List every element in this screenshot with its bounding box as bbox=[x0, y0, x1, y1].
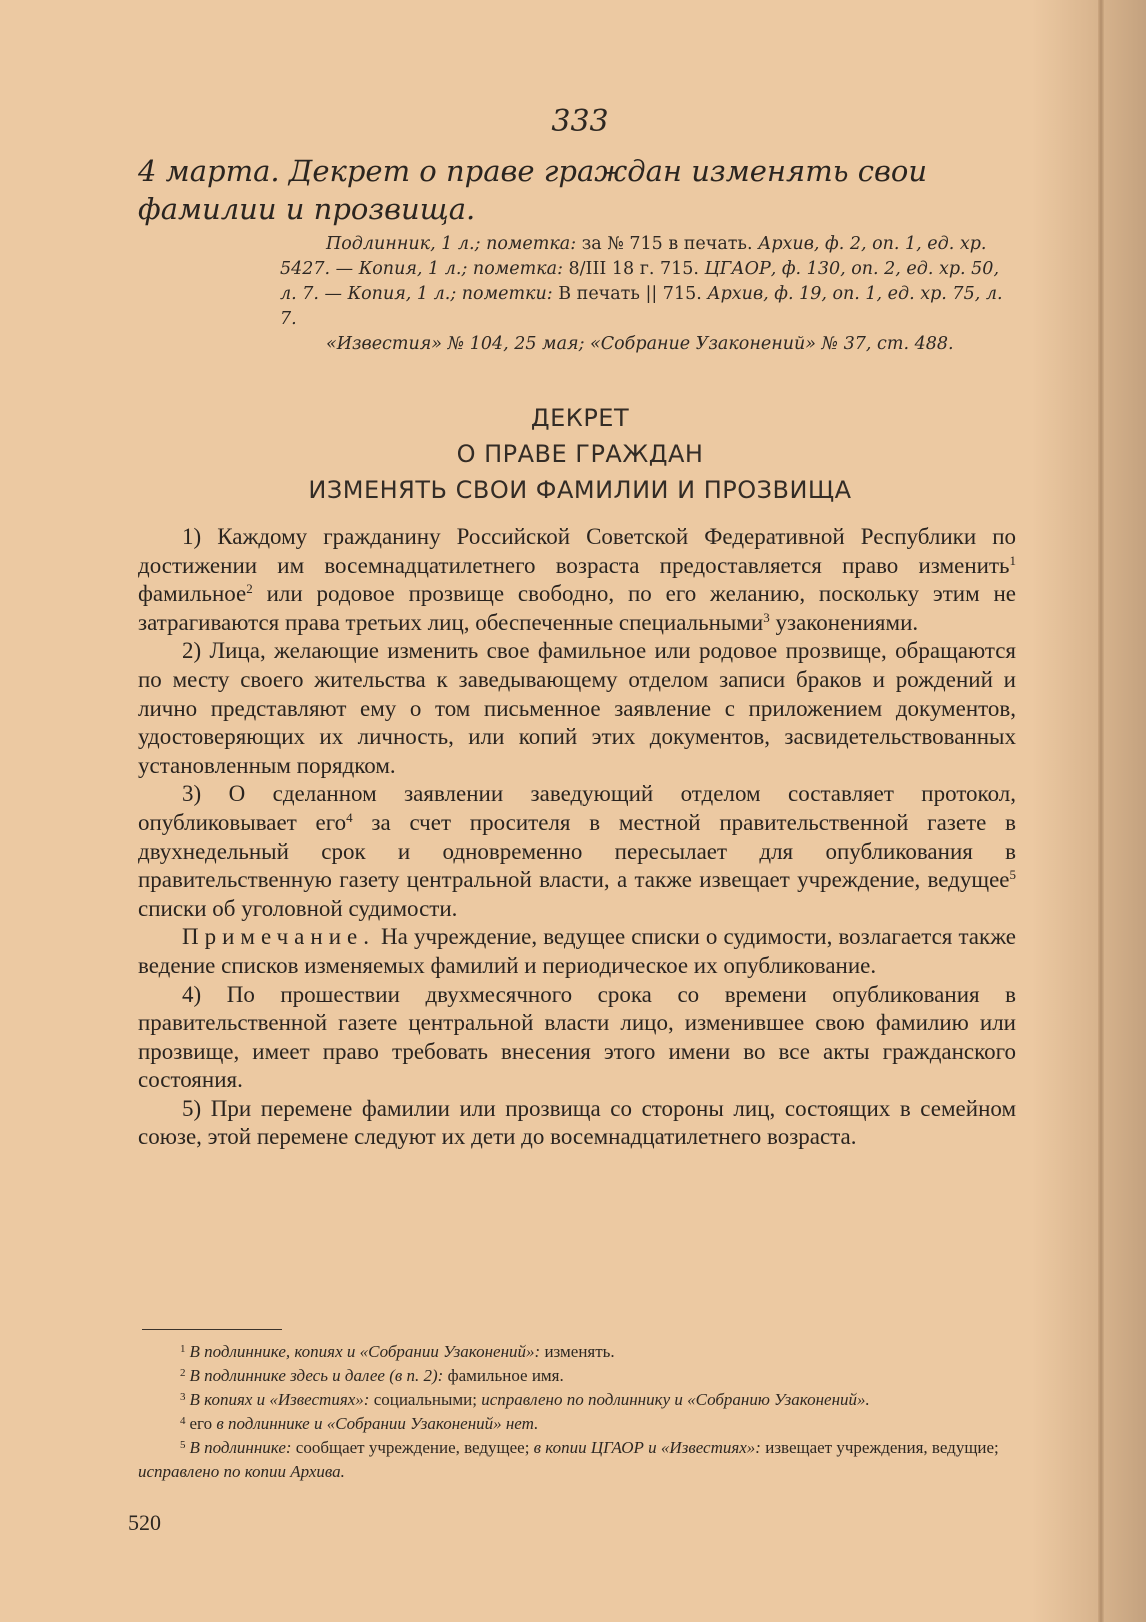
source-text-3: В печать || 715. bbox=[552, 284, 708, 304]
decree-title-line-1: ДЕКРЕТ bbox=[530, 404, 630, 432]
footnote-1 bbox=[138, 1340, 1016, 1364]
note-label: Примечание. bbox=[182, 924, 375, 950]
paragraph-3-text-a: 3) О сделанном заявлении заведующий отделом составляет протокол, опубликовывает его bbox=[138, 781, 1016, 835]
source-archive: Архив, ф. 2, оп. 1, ед. хр. 5427. — Копия, 1 л.; пометка: bbox=[280, 234, 987, 279]
footnote-4-italic: в подлиннике и «Собрании Узаконений» нет. bbox=[216, 1414, 539, 1433]
paragraph-2: 2) Лица, желающие изменить свое фамильное или родовое прозвище, обращаются по месту своего жительства к заведывающему отделом записи браков и рождений и лично представляют ему о том письменное заявление с приложением документов, удостоверяющих их личность, или копий этих документов, засвидетельствованных установленным порядком. bbox=[138, 638, 1016, 778]
footnote-5-text: сообщает учреждение, ведущее; bbox=[291, 1438, 534, 1457]
paragraph-1-text-c: или родовое прозвище свободно, по его желанию, поскольку этим не затрагиваются права третьих лиц, обеспеченные специальными bbox=[138, 581, 1016, 635]
footnote-4 bbox=[138, 1412, 1016, 1436]
source-note-archival bbox=[280, 232, 1016, 332]
footnote-5-number: 5 bbox=[180, 1439, 186, 1451]
paragraph-4: 4) По прошествии двухмесячного срока со времени опубликования в правительственной газете центральной власти лицо, изменившее свою фамилию или прозвище, имеет право требовать внесения этого имени во все акты гражданского состояния. bbox=[138, 981, 1016, 1093]
page-fold-shadow bbox=[1098, 0, 1104, 1622]
footnote-2 bbox=[138, 1364, 1016, 1388]
source-note-publication: «Известия» № 104, 25 мая; «Собрание Узаконений» № 37, ст. 488. bbox=[326, 334, 954, 354]
footnote-ref-2: 2 bbox=[246, 581, 253, 597]
footnote-2-number: 2 bbox=[180, 1367, 186, 1379]
source-cgaor: ЦГАОР, ф. 130, оп. 2, ед. хр. 50, л. 7. — Копия, 1 л.; пометки: bbox=[280, 259, 1000, 304]
footnote-5-italic: В подлиннике: bbox=[189, 1438, 292, 1457]
source-text-2: 8/III 18 г. 715. bbox=[562, 259, 705, 279]
footnote-1-number: 1 bbox=[180, 1343, 186, 1355]
paragraph-3-text-b: за счет просителя в местной правительственной газете в двухнедельный срок и одновременно пересылает для опубликования в правительственную газету центральной власти, а также извещает учреждение, ведущее bbox=[138, 809, 1016, 893]
footnote-3-italic-2: исправлено по подлиннику и «Собранию Узаконений». bbox=[481, 1390, 870, 1409]
note-text: На учреждение, ведущее списки о судимости, возлагается также ведение списков изменяемых фамилий и периодическое их опубликование. bbox=[138, 924, 1016, 978]
footnote-5-italic-2: в копии ЦГАОР и «Известиях»: bbox=[533, 1438, 761, 1457]
footnote-ref-1: 1 bbox=[1009, 552, 1016, 568]
note-paragraph bbox=[138, 923, 1016, 980]
decree-body bbox=[138, 523, 1016, 1152]
paragraph-3-text-c: списки об уголовной судимости. bbox=[138, 895, 458, 921]
paragraph-5: 5) При перемене фамилии или прозвища со стороны лиц, состоящих в семейном союзе, этой перемене следуют их дети до восемнадцатилетнего возраста. bbox=[138, 1095, 1016, 1150]
paragraph-3 bbox=[138, 780, 1016, 923]
footnote-ref-3: 3 bbox=[763, 609, 770, 625]
footnote-3 bbox=[138, 1388, 1016, 1412]
footnote-ref-4: 4 bbox=[346, 809, 353, 825]
footnote-divider bbox=[142, 1329, 282, 1330]
paragraph-1-text-b: фамильное bbox=[138, 581, 247, 607]
footnote-5-text-2: извещает учреждения, ведущие; bbox=[760, 1438, 999, 1457]
footnote-3-italic: В копиях и «Известиях»: bbox=[189, 1390, 370, 1409]
source-archive-2: Архив, ф. 19, оп. 1, ед. хр. 75, л. 7. bbox=[280, 284, 1003, 329]
footnote-3-number: 3 bbox=[180, 1391, 186, 1403]
footnote-ref-5: 5 bbox=[1009, 867, 1016, 883]
document-heading: 4 марта. Декрет о праве граждан изменять свои фамилии и прозвища. bbox=[138, 154, 927, 226]
page-number: 520 bbox=[128, 1510, 161, 1535]
decree-title-line-3: ИЗМЕНЯТЬ СВОИ ФАМИЛИИ И ПРОЗВИЩА bbox=[308, 476, 852, 504]
footnote-4-text: его bbox=[189, 1414, 217, 1433]
source-note bbox=[280, 232, 1016, 357]
decree-title bbox=[0, 400, 1146, 508]
footnote-2-italic: В подлиннике здесь и далее (в п. 2): bbox=[189, 1366, 444, 1385]
source-label: Подлинник, 1 л.; пометка: bbox=[326, 234, 577, 254]
decree-title-line-2: О ПРАВЕ ГРАЖДАН bbox=[456, 440, 704, 468]
footnote-4-number: 4 bbox=[180, 1415, 186, 1427]
footnote-2-text: фамильное имя. bbox=[443, 1366, 564, 1385]
paragraph-1-text-d: узаконениями. bbox=[769, 609, 919, 635]
footnote-5-italic-3: исправлено по копии Архива. bbox=[138, 1462, 345, 1481]
paragraph-1 bbox=[138, 523, 1016, 637]
source-text: за № 715 в печать. bbox=[576, 234, 759, 254]
document-number: 333 bbox=[551, 104, 609, 139]
footnote-1-italic: В подлиннике, копиях и «Собрании Узаконений»: bbox=[189, 1342, 541, 1361]
footnote-5 bbox=[138, 1436, 1016, 1484]
paragraph-1-text-a: 1) Каждому гражданину Российской Советской Федеративной Республики по достижении им восемнадцатилетнего возраста предоставляется право изменить bbox=[138, 524, 1016, 578]
footnote-3-text: социальными; bbox=[369, 1390, 482, 1409]
footnotes bbox=[138, 1340, 1016, 1484]
footnote-1-text: изменять. bbox=[540, 1342, 615, 1361]
